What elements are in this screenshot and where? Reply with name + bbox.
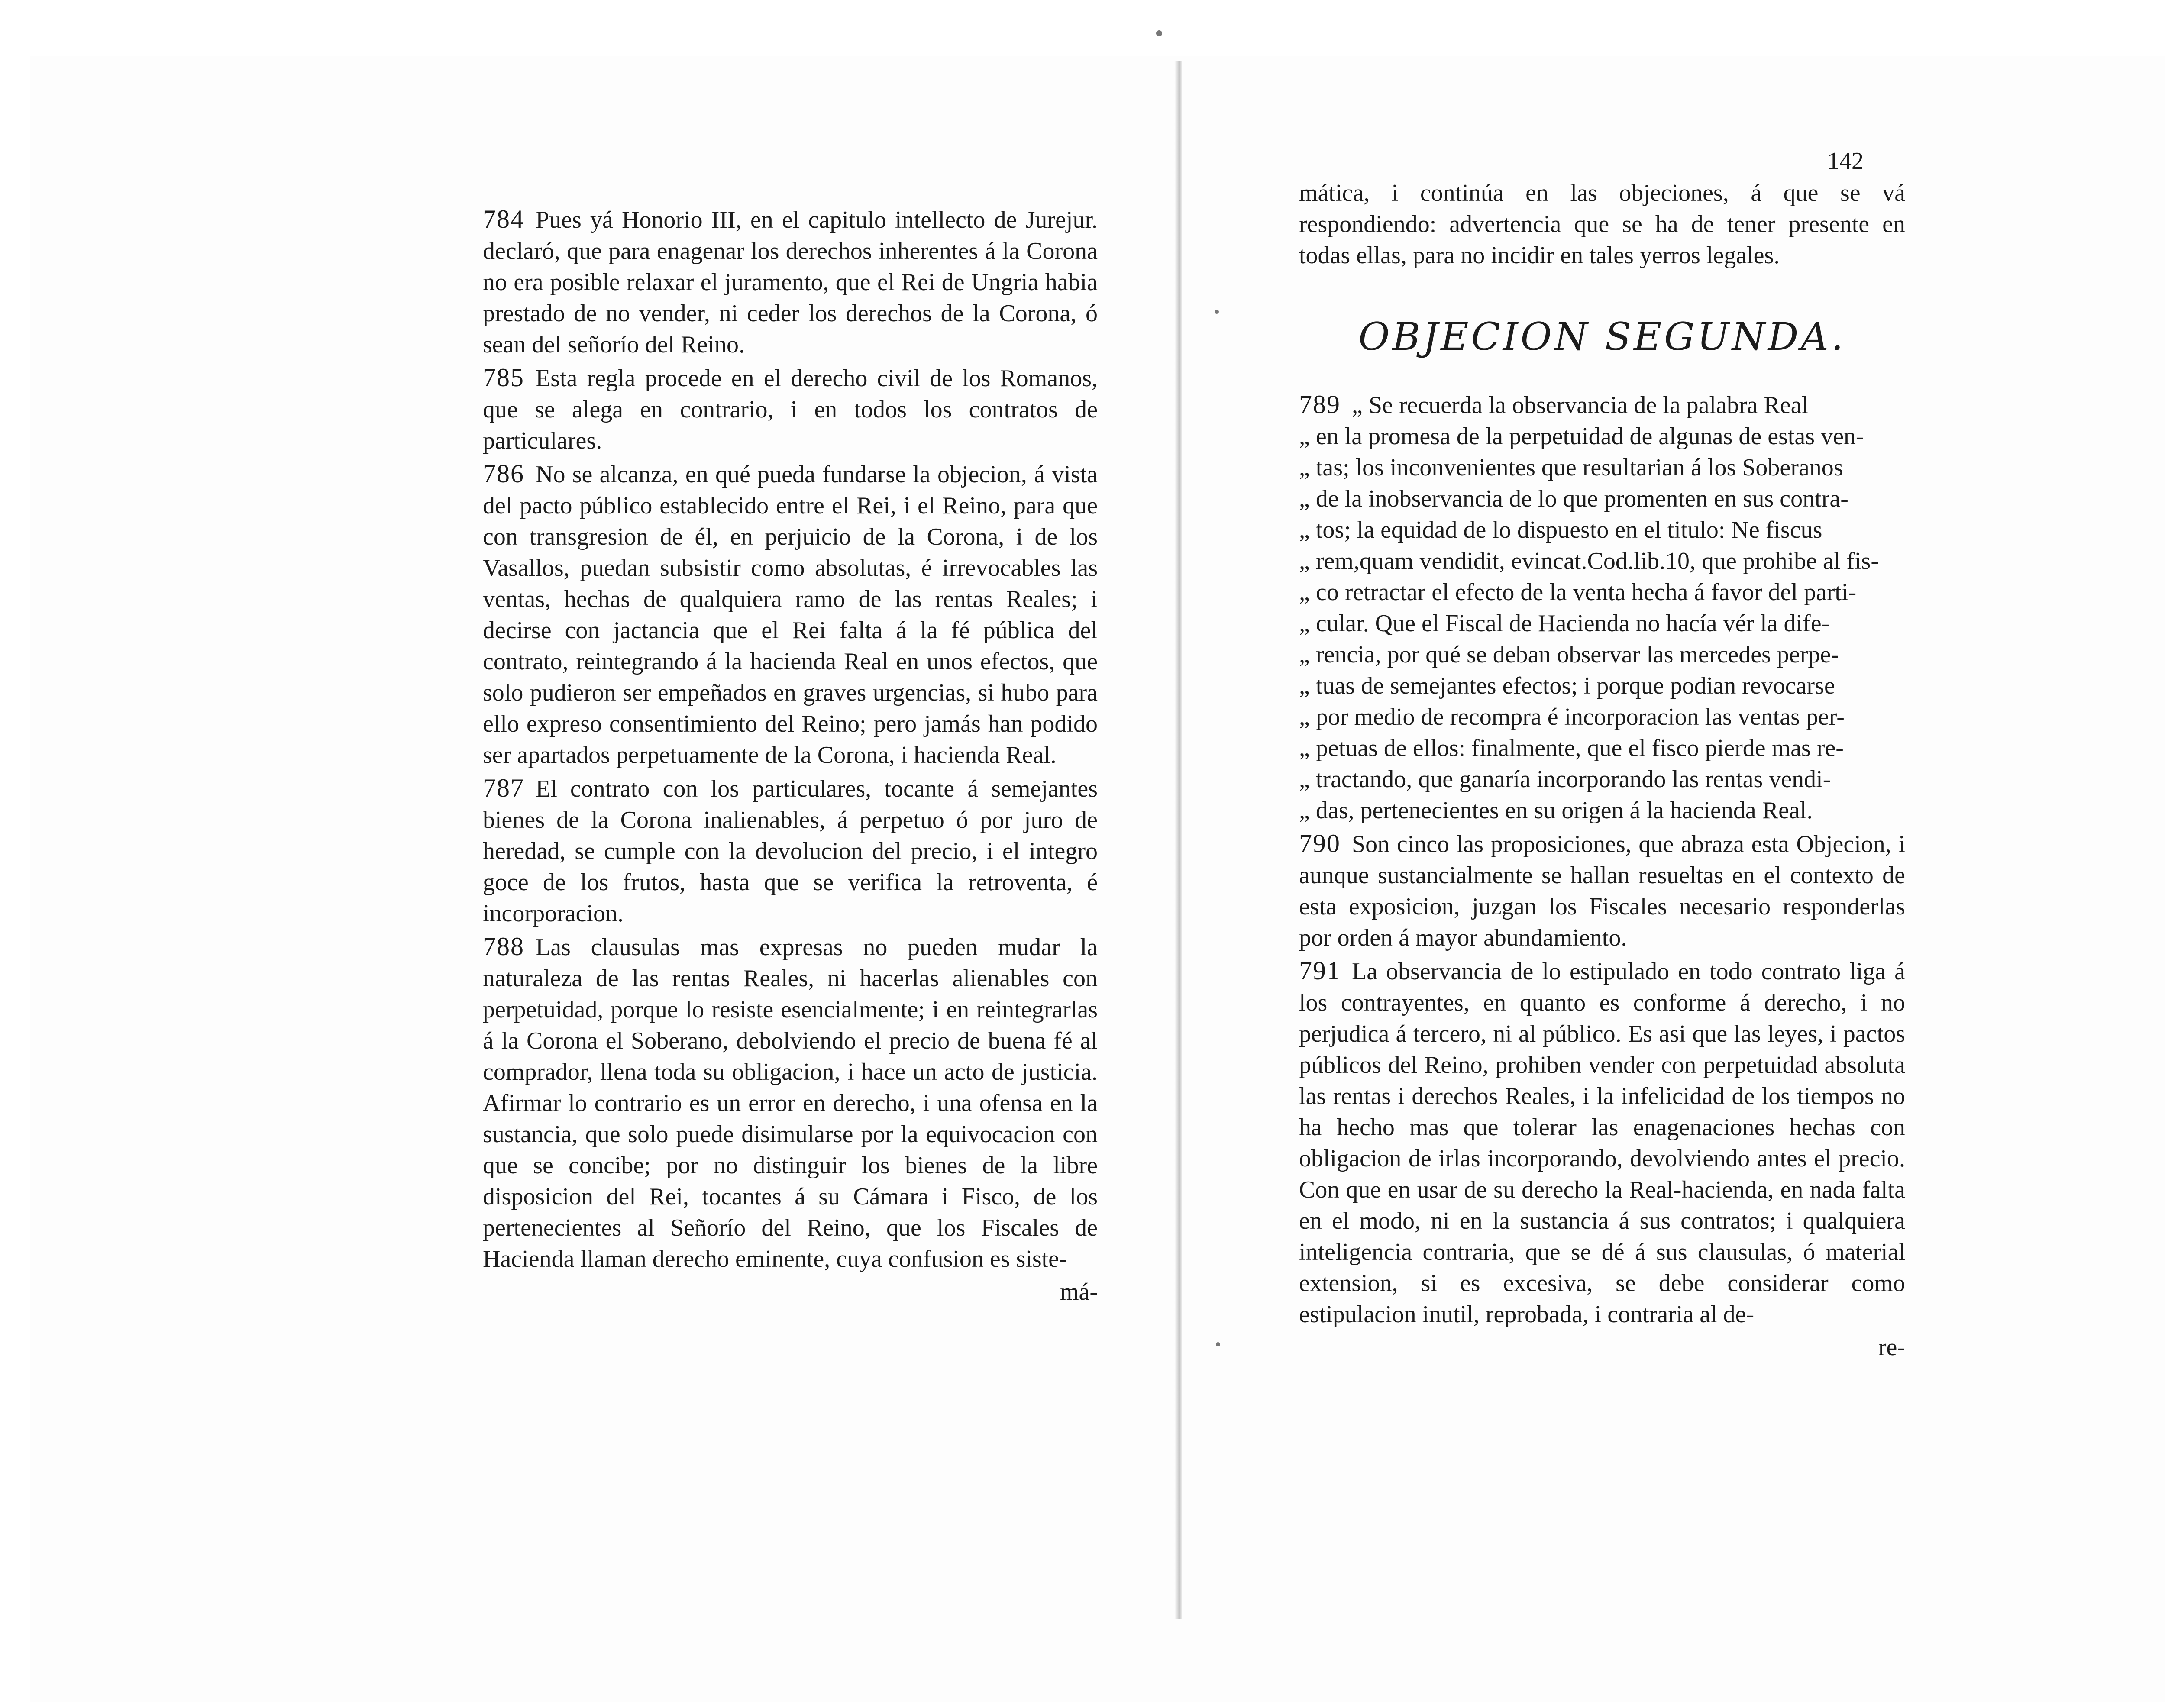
quote-line: „ tuas de semejantes efectos; i porque podian revocarse <box>1299 672 1835 699</box>
paragraph-number: 790 <box>1299 829 1341 858</box>
quote-line: „ das, pertenecientes en su origen á la hacienda Real. <box>1299 797 1813 824</box>
quote-line: „ tos; la equidad de lo dispuesto en el titulo: Ne fiscus <box>1299 517 1822 543</box>
paragraph-number: 788 <box>483 932 524 961</box>
right-page <box>1182 56 2165 1702</box>
paragraph-text: El contrato con los particulares, tocante á semejantes bienes de la Corona inalienables, á perpetuo ó por juro de heredad, se cumple con la devolucion del precio, i el integro goce de los frutos, hasta que se verifica la retroventa, é incorporacion. <box>483 775 1098 927</box>
continued-text: mática, i continúa en las objeciones, á que se vá respondiendo: advertencia que se ha de tener presente en todas ellas, para no incidir en tales yerros legales. <box>1299 180 1905 269</box>
paragraph-785 <box>483 362 1098 456</box>
page-number: 142 <box>1827 148 1864 174</box>
quote-line: „ petuas de ellos: finalmente, que el fisco pierde mas re- <box>1299 735 1844 762</box>
paragraph-text: Pues yá Honorio III, en el capitulo intellecto de Jurejur. declaró, que para enagenar los derechos inherentes á la Corona no era posible relaxar el juramento, que el Rei de Ungria habia prestado de no vender, ni ceder los derechos de la Corona, ó sean del señorío del Reino. <box>483 207 1098 358</box>
scan-mark <box>1215 310 1219 314</box>
paragraph-787 <box>483 772 1098 929</box>
quote-line: „ tas; los inconvenientes que resultarian á los Soberanos <box>1299 454 1843 481</box>
paragraph-788 <box>483 931 1098 1275</box>
book-gutter <box>1174 61 1183 1619</box>
paragraph-text: La observancia de lo estipulado en todo contrato liga á los contrayentes, en quanto es conforme á derecho, i no perjudica á tercero, ni al público. Es asi que las leyes, i pactos públicos del Reino, prohiben vender con perpetuidad absoluta las rentas i derechos Reales, i la infelicidad de los tiempos no ha hecho mas que tolerar las enagenaciones hechas con obligacion de irlas incorporando, devolviendo antes el precio. Con que en usar de su derecho la Real-hacienda, en nada falta en el modo, ni en la sustancia á sus contratos; i qualquiera inteligencia contraria, que se dé á sus clausulas, ó material extension, si es excesiva, se debe considerar como estipulacion inutil, reprobada, i contraria al de- <box>1299 958 1905 1328</box>
paragraph-791 <box>1299 955 1905 1330</box>
paragraph-text: Esta regla procede en el derecho civil de los Romanos, que se alega en contrario, i en todos los contratos de particulares. <box>483 365 1098 454</box>
quote-line: „ por medio de recompra é incorporacion las ventas per- <box>1299 704 1845 730</box>
paragraph-number: 787 <box>483 774 524 802</box>
paragraph-number: 784 <box>483 205 524 233</box>
paragraph-text: Las clausulas mas expresas no pueden mudar la naturaleza de las rentas Reales, ni hacerlas alienables con perpetuidad, porque lo resiste esencialmente; i en reintegrarlas á la Corona el Soberano, debolviendo el precio de buena fé al comprador, llena toda su obligacion, i hace un acto de justicia. Afirmar lo contrario es un error en derecho, i una ofensa en la sustancia, que solo puede disimularse por la equivocacion con que se concibe; por no distinguir los bienes de la libre disposicion del Rei, tocantes á su Cámara i Fisco, de los pertenecientes al Señorío del Reino, que los Fiscales de Hacienda llaman derecho eminente, cuya confusion es siste- <box>483 934 1098 1272</box>
paragraph-number: 785 <box>483 363 524 392</box>
paragraph-text: Son cinco las proposiciones, que abraza esta Objecion, i aunque sustancialmente se hallan resueltas en el contexto de esta exposicion, juzgan los Fiscales necesario responderlas por orden á mayor abundamiento. <box>1299 831 1905 951</box>
paragraph-786 <box>483 458 1098 771</box>
quote-line: „ de la inobservancia de lo que promenten en sus contra- <box>1299 485 1848 512</box>
paragraph-text: No se alcanza, en qué pueda fundarse la objecion, á vista del pacto público establecido entre el Rei, i el Reino, para que con transgresion de él, en perjuicio de la Corona, i de los Vasallos, puedan subsistir como absolutas, é irrevocables las ventas, hechas de qualquiera ramo de las rentas Reales; i decirse con jactancia que el Rei falta á la fé pública del contrato, reintegrando á la hacienda Real en unos efectos, que solo pudieron ser empeñados en graves urgencias, si hubo para ello expreso consentimiento del Reino; pero jamás han podido ser apartados perpetuamente de la Corona, i hacienda Real. <box>483 461 1098 768</box>
right-text-column <box>1299 178 1905 1363</box>
paragraph-number: 786 <box>483 459 524 488</box>
paragraph-number: 789 <box>1299 390 1341 419</box>
quote-line: „ cular. Que el Fiscal de Hacienda no hacía vér la dife- <box>1299 610 1830 637</box>
paragraph-number: 791 <box>1299 956 1341 985</box>
section-heading: OBJECION SEGUNDA. <box>1358 314 1846 359</box>
quote-line: „ rem,quam vendidit, evincat.Cod.lib.10, que prohibe al fis- <box>1299 548 1879 575</box>
quote-line: „ co retractar el efecto de la venta hecha á favor del parti- <box>1299 579 1857 606</box>
catchword: re- <box>1878 1334 1905 1361</box>
paragraph-790 <box>1299 828 1905 953</box>
quote-line: „ tractando, que ganaría incorporando las rentas vendi- <box>1299 766 1831 793</box>
scan-mark <box>1156 30 1162 36</box>
left-text-column <box>483 203 1098 1308</box>
left-page <box>30 56 1182 1702</box>
paragraph-789 <box>1299 389 1905 826</box>
quote-line: „ Se recuerda la observancia de la palabra Real <box>1352 392 1809 419</box>
scan-mark <box>1216 1342 1220 1346</box>
quote-line: „ en la promesa de la perpetuidad de algunas de estas ven- <box>1299 423 1864 450</box>
paragraph-784 <box>483 203 1098 360</box>
quote-line: „ rencia, por qué se deban observar las mercedes perpe- <box>1299 641 1839 668</box>
catchword: má- <box>1060 1279 1098 1305</box>
